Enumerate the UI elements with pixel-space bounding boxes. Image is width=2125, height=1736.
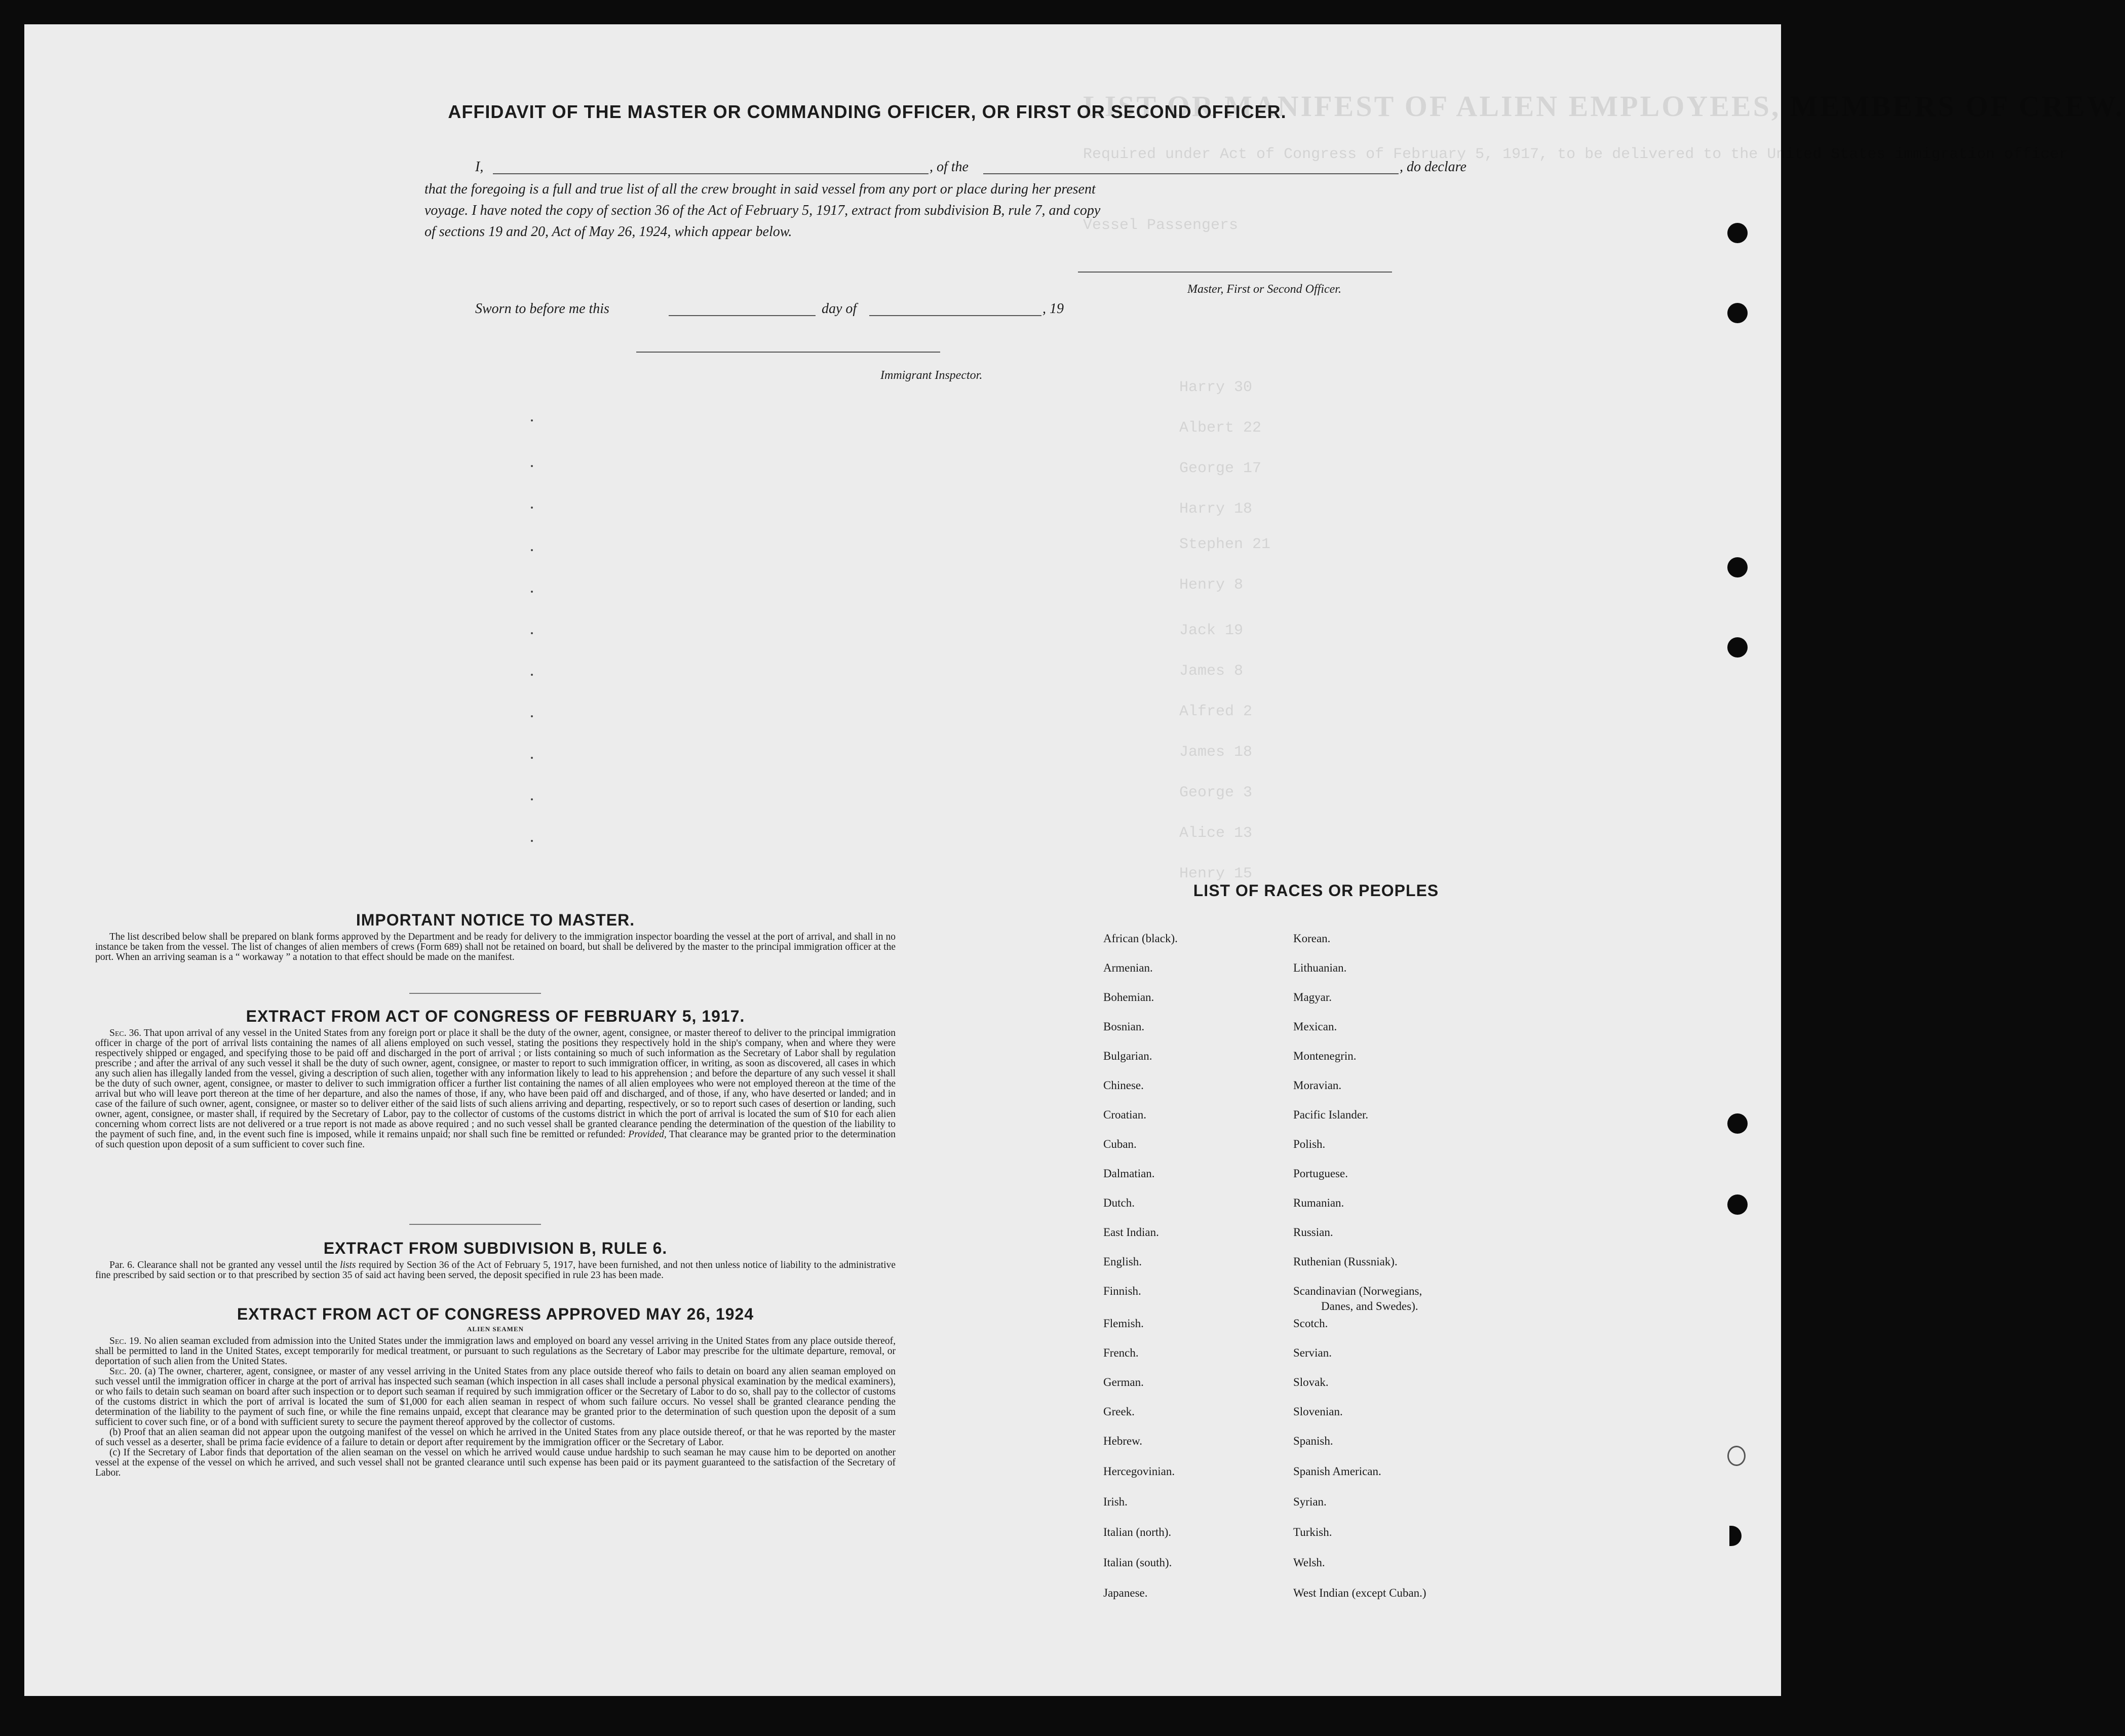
race-item: Mexican. <box>1293 1020 1337 1033</box>
punch-hole-icon <box>1727 637 1748 658</box>
ink-dot <box>531 632 533 634</box>
extract-1917-end: That clearance may be granted prior to the determination of such question upon deposit of a sum sufficient to cover such fine. <box>95 1129 896 1150</box>
affidavit-of-the: , of the <box>930 159 969 175</box>
affidavit-text-line: of sections 19 and 20, Act of May 26, 1924, which appear below. <box>424 224 792 240</box>
race-item: Korean. <box>1293 932 1331 945</box>
race-item: Italian (north). <box>1103 1526 1172 1538</box>
bleed-through-text: George 3 <box>1179 784 1253 801</box>
ink-dot <box>531 715 533 717</box>
inspector-signature-line <box>636 352 940 353</box>
bleed-through-text: LIST OR MANIFEST OF ALIEN EMPLOYEES, MEMBERS OF CREW. <box>1083 90 2125 123</box>
bleed-through-text: Harry 30 <box>1179 379 1253 396</box>
race-item: Bohemian. <box>1103 991 1154 1004</box>
races-title: LIST OF RACES OR PEOPLES <box>1193 881 1439 900</box>
ink-dot <box>531 840 533 842</box>
ink-dot <box>531 549 533 551</box>
bleed-through-text: Harry 18 <box>1179 500 1253 518</box>
master-signature-line <box>1078 272 1392 273</box>
bleed-through-text: Henry 8 <box>1179 576 1244 594</box>
race-item: Croatian. <box>1103 1108 1146 1121</box>
bleed-through-text: Henry 15 <box>1179 865 1253 882</box>
race-item: Chinese. <box>1103 1079 1144 1092</box>
race-item: Danes, and Swedes). <box>1321 1300 1418 1313</box>
race-item: Cuban. <box>1103 1138 1137 1150</box>
ink-dot <box>531 419 533 421</box>
ink-dot <box>531 507 533 509</box>
sworn-day-blank <box>669 315 816 316</box>
day-of-text: day of <box>822 301 857 317</box>
ink-dot <box>531 591 533 593</box>
name-blank <box>493 173 929 174</box>
race-item: Rumanian. <box>1293 1197 1344 1209</box>
race-item: Bosnian. <box>1103 1020 1145 1033</box>
race-item: Dalmatian. <box>1103 1167 1155 1180</box>
notice-title: IMPORTANT NOTICE TO MASTER. <box>356 911 635 929</box>
bleed-through-text: Stephen 21 <box>1179 536 1271 553</box>
race-item: Turkish. <box>1293 1526 1332 1538</box>
race-item: Italian (south). <box>1103 1556 1172 1569</box>
provided-word: Provided, <box>628 1129 667 1140</box>
vessel-blank <box>983 173 1399 174</box>
race-item: English. <box>1103 1255 1142 1268</box>
race-item: Bulgarian. <box>1103 1050 1152 1062</box>
year-text: , 19 <box>1042 301 1064 317</box>
extract-1917-text <box>95 1028 896 1150</box>
affidavit-title: AFFIDAVIT OF THE MASTER OR COMMANDING OFFICER, OR FIRST OR SECOND OFFICER. <box>448 101 1287 122</box>
race-item: Russian. <box>1293 1226 1333 1239</box>
race-item: Hercegovinian. <box>1103 1465 1175 1478</box>
extract-1924-title: EXTRACT FROM ACT OF CONGRESS APPROVED MAY 26, 1924 <box>237 1305 754 1323</box>
punch-hole-icon <box>1727 1113 1748 1134</box>
affidavit-i: I, <box>475 159 484 175</box>
section-divider <box>409 993 541 994</box>
race-item: Armenian. <box>1103 961 1153 974</box>
sworn-text: Sworn to before me this <box>475 301 609 317</box>
race-item: Dutch. <box>1103 1197 1135 1209</box>
ink-dot <box>531 757 533 759</box>
race-item: Moravian. <box>1293 1079 1342 1092</box>
ink-dot <box>531 465 533 467</box>
bleed-through-text: Alice 13 <box>1179 825 1253 842</box>
race-item: Polish. <box>1293 1138 1326 1150</box>
race-item: Slovenian. <box>1293 1405 1343 1418</box>
race-item: Ruthenian (Russniak). <box>1293 1255 1398 1268</box>
master-label: Master, First or Second Officer. <box>1187 283 1341 296</box>
race-item: Portuguese. <box>1293 1167 1348 1180</box>
bleed-through-text: Albert 22 <box>1179 419 1262 437</box>
affidavit-declare: , do declare <box>1400 159 1466 175</box>
notice-text: The list described below shall be prepared on blank forms approved by the Department and be ready for delivery to the immigration inspector boarding the vessel at the port of arrival, and shall in no instance be taken from the vessel. The list of changes of alien members of crews (Form 689) shall not be retained on board, but shall be delivered by the master to the principal immigration officer at the port. When an arriving seaman is a “ workaway ” a notation to that effect should be made on the manifest. <box>95 932 896 962</box>
extract-rule6-title: EXTRACT FROM SUBDIVISION B, RULE 6. <box>323 1239 668 1257</box>
extract-1924-subtitle: ALIEN SEAMEN <box>467 1325 524 1333</box>
section-label: Sec. 36. <box>109 1028 142 1038</box>
sworn-month-blank <box>869 315 1041 316</box>
extract-rule6-text: Par. 6. Clearance shall not be granted any vessel until the lists required by Section 36 of the Act of February 5, 1917, have been furnished, and not then unless notice of liability to the administrative fine prescribed by said section or to that prescribed by section 35 of said act having been served, the deposit specified in rule 23 has been made. <box>95 1260 896 1281</box>
section-divider <box>409 1224 541 1225</box>
punch-hole-icon <box>1727 1194 1748 1215</box>
race-item: Welsh. <box>1293 1556 1325 1569</box>
race-item: Japanese. <box>1103 1587 1148 1599</box>
race-item: Greek. <box>1103 1405 1135 1418</box>
extract-1917-body: That upon arrival of any vessel in the United States from any foreign port or place it shall be the duty of the owner, agent, consignee, or master thereof to deliver to the principal immigration officer in charge of the port of arrival lists containing the names of all aliens employed on such vessel, stating the positions they respectively hold in the ship's company, when and where they were respectively shipped or engaged, and specifying those to be paid off and discharged in the port of arrival ; or lists containing so much of such information as the Secretary of Labor shall by regulation prescribe ; and after the arrival of any such vessel it shall be the duty of such owner, agent, consignee, or master to report to such immigration officer, in writing, as soon as discovered, all cases in which any such alien has illegally landed from the vessel, giving a description of such alien, together with any information likely to lead to his apprehension ; and before the departure of any such vessel it shall be the duty of such owner, agent, consignee, or master to deliver to such immigration officer a further list containing the names of all alien employees who were not employed thereon at the time of the arrival but who will leave port thereon at the time of her departure, and also the names of those, if any, who have been paid off and discharged, and of those, if any, who have deserted or landed; and in case of the failure of such owner, agent, consignee, or master so to deliver either of the said lists of such aliens arriving and departing, respectively, or so to report such cases of desertion or landing, such owner, agent, consignee, or master shall, if required by the Secretary of Labor, pay to the collector of customs of the customs district in which the port of arrival is located the sum of $10 for each alien concerning whom correct lists are not delivered or a true report is not made as above required ; and no such vessel shall be granted clearance pending the determination of the question of the liability to the payment of such fine, and, in the event such fine is imposed, while it remains unpaid; nor shall such fine be remitted or refunded: <box>95 1028 896 1140</box>
bleed-through-text: Required under Act of Congress of February 5, 1917, to be delivered to the United States immigration officer <box>1083 146 2068 163</box>
race-item: West Indian (except Cuban.) <box>1293 1587 1426 1599</box>
punch-hole-icon <box>1727 557 1748 577</box>
affidavit-text-line: voyage. I have noted the copy of section 36 of the Act of February 5, 1917, extract from subdivision B, rule 7, and copy <box>424 203 1101 218</box>
race-item: Servian. <box>1293 1346 1332 1359</box>
race-item: Hebrew. <box>1103 1435 1143 1447</box>
race-item: German. <box>1103 1376 1144 1388</box>
bleed-through-text: James 18 <box>1179 744 1253 761</box>
extract-1924-text: Sec. 19. No alien seaman excluded from admission into the United States under the immigration laws and employed on board any vessel arriving in the United States from any place outside thereof, shall be permitted to land in the United States, except temporarily for medical treatment, or pursuant to such regulations as the Secretary of Labor may prescribe for the ultimate departure, removal, or deportation of such alien from the United States. Sec. 20. (a) The owner, charterer, agent, consignee, or master of any vessel arriving in the United States from any place outside thereof who fails to detain on board any alien seaman employed on such vessel until the immigration officer in charge at the port of arrival has inspected such seaman (which inspection in all cases shall include a personal physical examination by the medical examiners), or who fails to detain such seaman on board after such inspection or to deport such seaman if required by such immigration officer or the Secretary of Labor to do so, shall pay to the collector of customs of the customs district in which the port of arrival is located the sum of $1,000 for each alien seaman in respect of whom such failure occurs. No vessel shall be granted clearance pending the determination of the liability to the payment of such fine, or while the fine remains unpaid, except that clearance may be granted prior to the determination of such question upon the deposit of a sum sufficient to cover such fine, or of a bond with sufficient surety to secure the payment thereof approved by the collector of customs. (b) Proof that an alien seaman did not appear upon the outgoing manifest of the vessel on which he arrived in the United States from any place outside thereof, or that he was reported by the master of such vessel as a deserter, shall be prima facie evidence of a failure to detain or deport after requirement by the immigration officer or the Secretary of Labor. (c) If the Secretary of Labor finds that deportation of the alien seaman on the vessel on which he arrived would cause undue hardship to such seaman he may cause him to be deported on another vessel at the expense of the vessel on which he arrived, and such vessel shall not be granted clearance until such expense has been paid or its payment guaranteed to the satisfaction of the Secretary of Labor. <box>95 1336 896 1478</box>
punch-hole-ring-icon <box>1727 1446 1746 1466</box>
race-item: Montenegrin. <box>1293 1050 1357 1062</box>
document-page <box>24 24 2125 1696</box>
ink-dot <box>531 798 533 800</box>
bleed-through-text: Alfred 2 <box>1179 703 1253 720</box>
race-item: Spanish American. <box>1293 1465 1381 1478</box>
race-item: Flemish. <box>1103 1317 1144 1330</box>
race-item: Scotch. <box>1293 1317 1328 1330</box>
punch-hole-icon <box>1729 1526 1742 1546</box>
extract-1917-title: EXTRACT FROM ACT OF CONGRESS OF FEBRUARY 5, 1917. <box>246 1007 745 1025</box>
race-item: Magyar. <box>1293 991 1332 1004</box>
punch-hole-icon <box>1727 303 1748 323</box>
ink-dot <box>531 674 533 676</box>
race-item: Finnish. <box>1103 1285 1141 1297</box>
bleed-through-text: Jack 19 <box>1179 622 1244 639</box>
inspector-label: Immigrant Inspector. <box>880 369 983 382</box>
race-item: East Indian. <box>1103 1226 1159 1239</box>
race-item: French. <box>1103 1346 1139 1359</box>
affidavit-text-line: that the foregoing is a full and true list of all the crew brought in said vessel from any port or place during her present <box>424 181 1096 197</box>
race-item: Syrian. <box>1293 1495 1327 1508</box>
bleed-through-text: Vessel Passengers <box>1083 217 1239 234</box>
race-item: Lithuanian. <box>1293 961 1347 974</box>
race-item: Irish. <box>1103 1495 1128 1508</box>
race-item: Spanish. <box>1293 1435 1333 1447</box>
race-item: Pacific Islander. <box>1293 1108 1369 1121</box>
race-item: Slovak. <box>1293 1376 1329 1388</box>
bleed-through-text: George 17 <box>1179 460 1262 477</box>
bleed-through-text: James 8 <box>1179 663 1244 680</box>
race-item: Scandinavian (Norwegians, <box>1293 1285 1422 1297</box>
punch-hole-icon <box>1727 223 1748 243</box>
race-item: African (black). <box>1103 932 1178 945</box>
